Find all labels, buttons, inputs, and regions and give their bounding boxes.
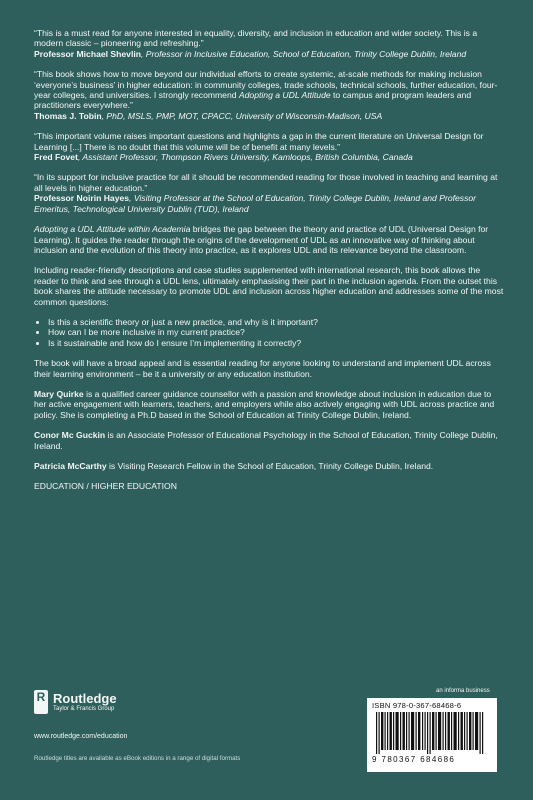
author-name: Conor Mc Guckin xyxy=(34,430,106,441)
quote-text: “In its support for inclusive practice for all it should be recommended reading for those involved in teaching and learning at all levels in higher education.” xyxy=(34,172,498,193)
informa-label: an informa business xyxy=(436,688,490,694)
description-paragraph-2: Including reader-friendly descriptions and case studies supplemented with international research, this book allows the reader to think and see through a UDL lens, ultimately emphasising their part in the inclusion agenda. From the outset this book shares the attitude necessary to promote UDL and inclusion across higher education and addresses some of the most common questions: xyxy=(34,265,504,307)
quote-affiliation: , Assistant Professor, Thompson Rivers University, Kamloops, British Columbia, Canada xyxy=(77,152,413,163)
book-title: Adopting a UDL Attitude within Academia xyxy=(34,224,191,235)
routledge-logo-icon: R xyxy=(34,690,48,714)
author-name: Patricia McCarthy xyxy=(34,461,107,471)
quote-author: Professor Michael Shevlin xyxy=(34,48,141,59)
quote-text: “This is a must read for anyone interested in equality, diversity, and inclusion in education and wider society. This is a modern classic – pioneering and refreshing.” xyxy=(34,28,478,49)
author-name: Mary Quirke xyxy=(34,388,84,399)
list-item: • Is it sustainable and how do I ensure I’m implementing it correctly? xyxy=(48,338,504,348)
quote-author: Thomas J. Tobin xyxy=(34,110,102,121)
quote-affiliation: , Visiting Professor at the School of Education, Trinity College Dublin, Ireland and Professor Emeritus, Technological University Dublin (TUD), Ireland xyxy=(34,193,477,214)
publisher-logo xyxy=(34,690,117,714)
quote-text: “This important volume raises important questions and highlights a gap in the current literature on Universal Design for Learning [...] There is no doubt that this volume will be of benefit at many levels.” xyxy=(34,131,484,152)
subject-category: EDUCATION / HIGHER EDUCATION xyxy=(34,481,177,492)
list-item: • How can I be more inclusive in my current practice? xyxy=(48,327,504,337)
quote-text: “This book shows how to move beyond our individual efforts to create systemic, at-scale methods for making inclusion ‘everyone’s business’ in higher education: in community colleges, trade schools, technical schools, further education, four-year colleges, and universities. I strongly recommend xyxy=(34,69,498,101)
author-bio-mcguckin: Conor Mc Guckin is an Associate Professor of Educational Psychology in the School of Education, Trinity College Dublin, Ireland. xyxy=(34,430,498,451)
quote-tobin xyxy=(34,69,504,121)
question-list xyxy=(34,317,504,348)
back-cover-text xyxy=(34,28,504,492)
list-item: • Is this a scientific theory or just a new practice, and why is it important? xyxy=(48,317,504,327)
publisher-group: Taylor & Francis Group xyxy=(53,705,115,712)
description-paragraph-1: Adopting a UDL Attitude within Academia bridges the gap between the theory and practice of UDL (Universal Design for Learning). It guides the reader through the origins of the development of UDL as an innovative way of thinking about inclusion and the evolution of this theory into practice, as it explores UDL and its relevance beyond the classroom. xyxy=(34,224,489,255)
description-paragraph-3: The book will have a broad appeal and is essential reading for anyone looking to understand and implement UDL across their learning environment – be it a university or any education institution. xyxy=(34,358,491,379)
quote-text-end: to campus and program leaders and practitioners everywhere.” xyxy=(34,90,472,111)
quote-author: Fred Fovet xyxy=(34,152,78,163)
barcode-digits: 9 780367 684686 xyxy=(372,755,456,764)
quote-shevlin xyxy=(34,28,504,59)
quote-hayes xyxy=(34,172,504,214)
quote-author: Professor Noirin Hayes xyxy=(34,193,130,204)
quote-affiliation: , PhD, MSLS, PMP, MOT, CPACC, University of Wisconsin-Madison, USA xyxy=(101,110,383,121)
publisher-url[interactable]: www.routledge.com/education xyxy=(34,733,128,740)
author-bio-quirke: Mary Quirke is a qualified career guidance counsellor with a passion and knowledge about inclusion in education due to her active engagement with learners, teachers, and employers while also actively engaging with UDL across practice and policy. She is completing a Ph.D based in the School of Education at Trinity College Dublin, Ireland. xyxy=(34,388,495,420)
quote-book-title: Adopting a UDL Attitude xyxy=(238,90,331,101)
quote-fovet xyxy=(34,131,504,162)
publisher-name: Routledge xyxy=(53,690,117,706)
ebook-note: Routledge titles are available as eBook editions in a range of digital formats xyxy=(34,755,241,762)
author-bio-mccarthy: Patricia McCarthy is Visiting Research Fellow in the School of Education, Trinity College Dublin, Ireland. xyxy=(34,461,434,471)
isbn-text: ISBN 978-0-367-68468-6 xyxy=(372,701,462,710)
barcode-icon xyxy=(372,712,492,754)
barcode-box xyxy=(367,698,497,772)
quote-affiliation: , Professor in Inclusive Education, School of Education, Trinity College Dublin, Ireland xyxy=(140,48,467,59)
